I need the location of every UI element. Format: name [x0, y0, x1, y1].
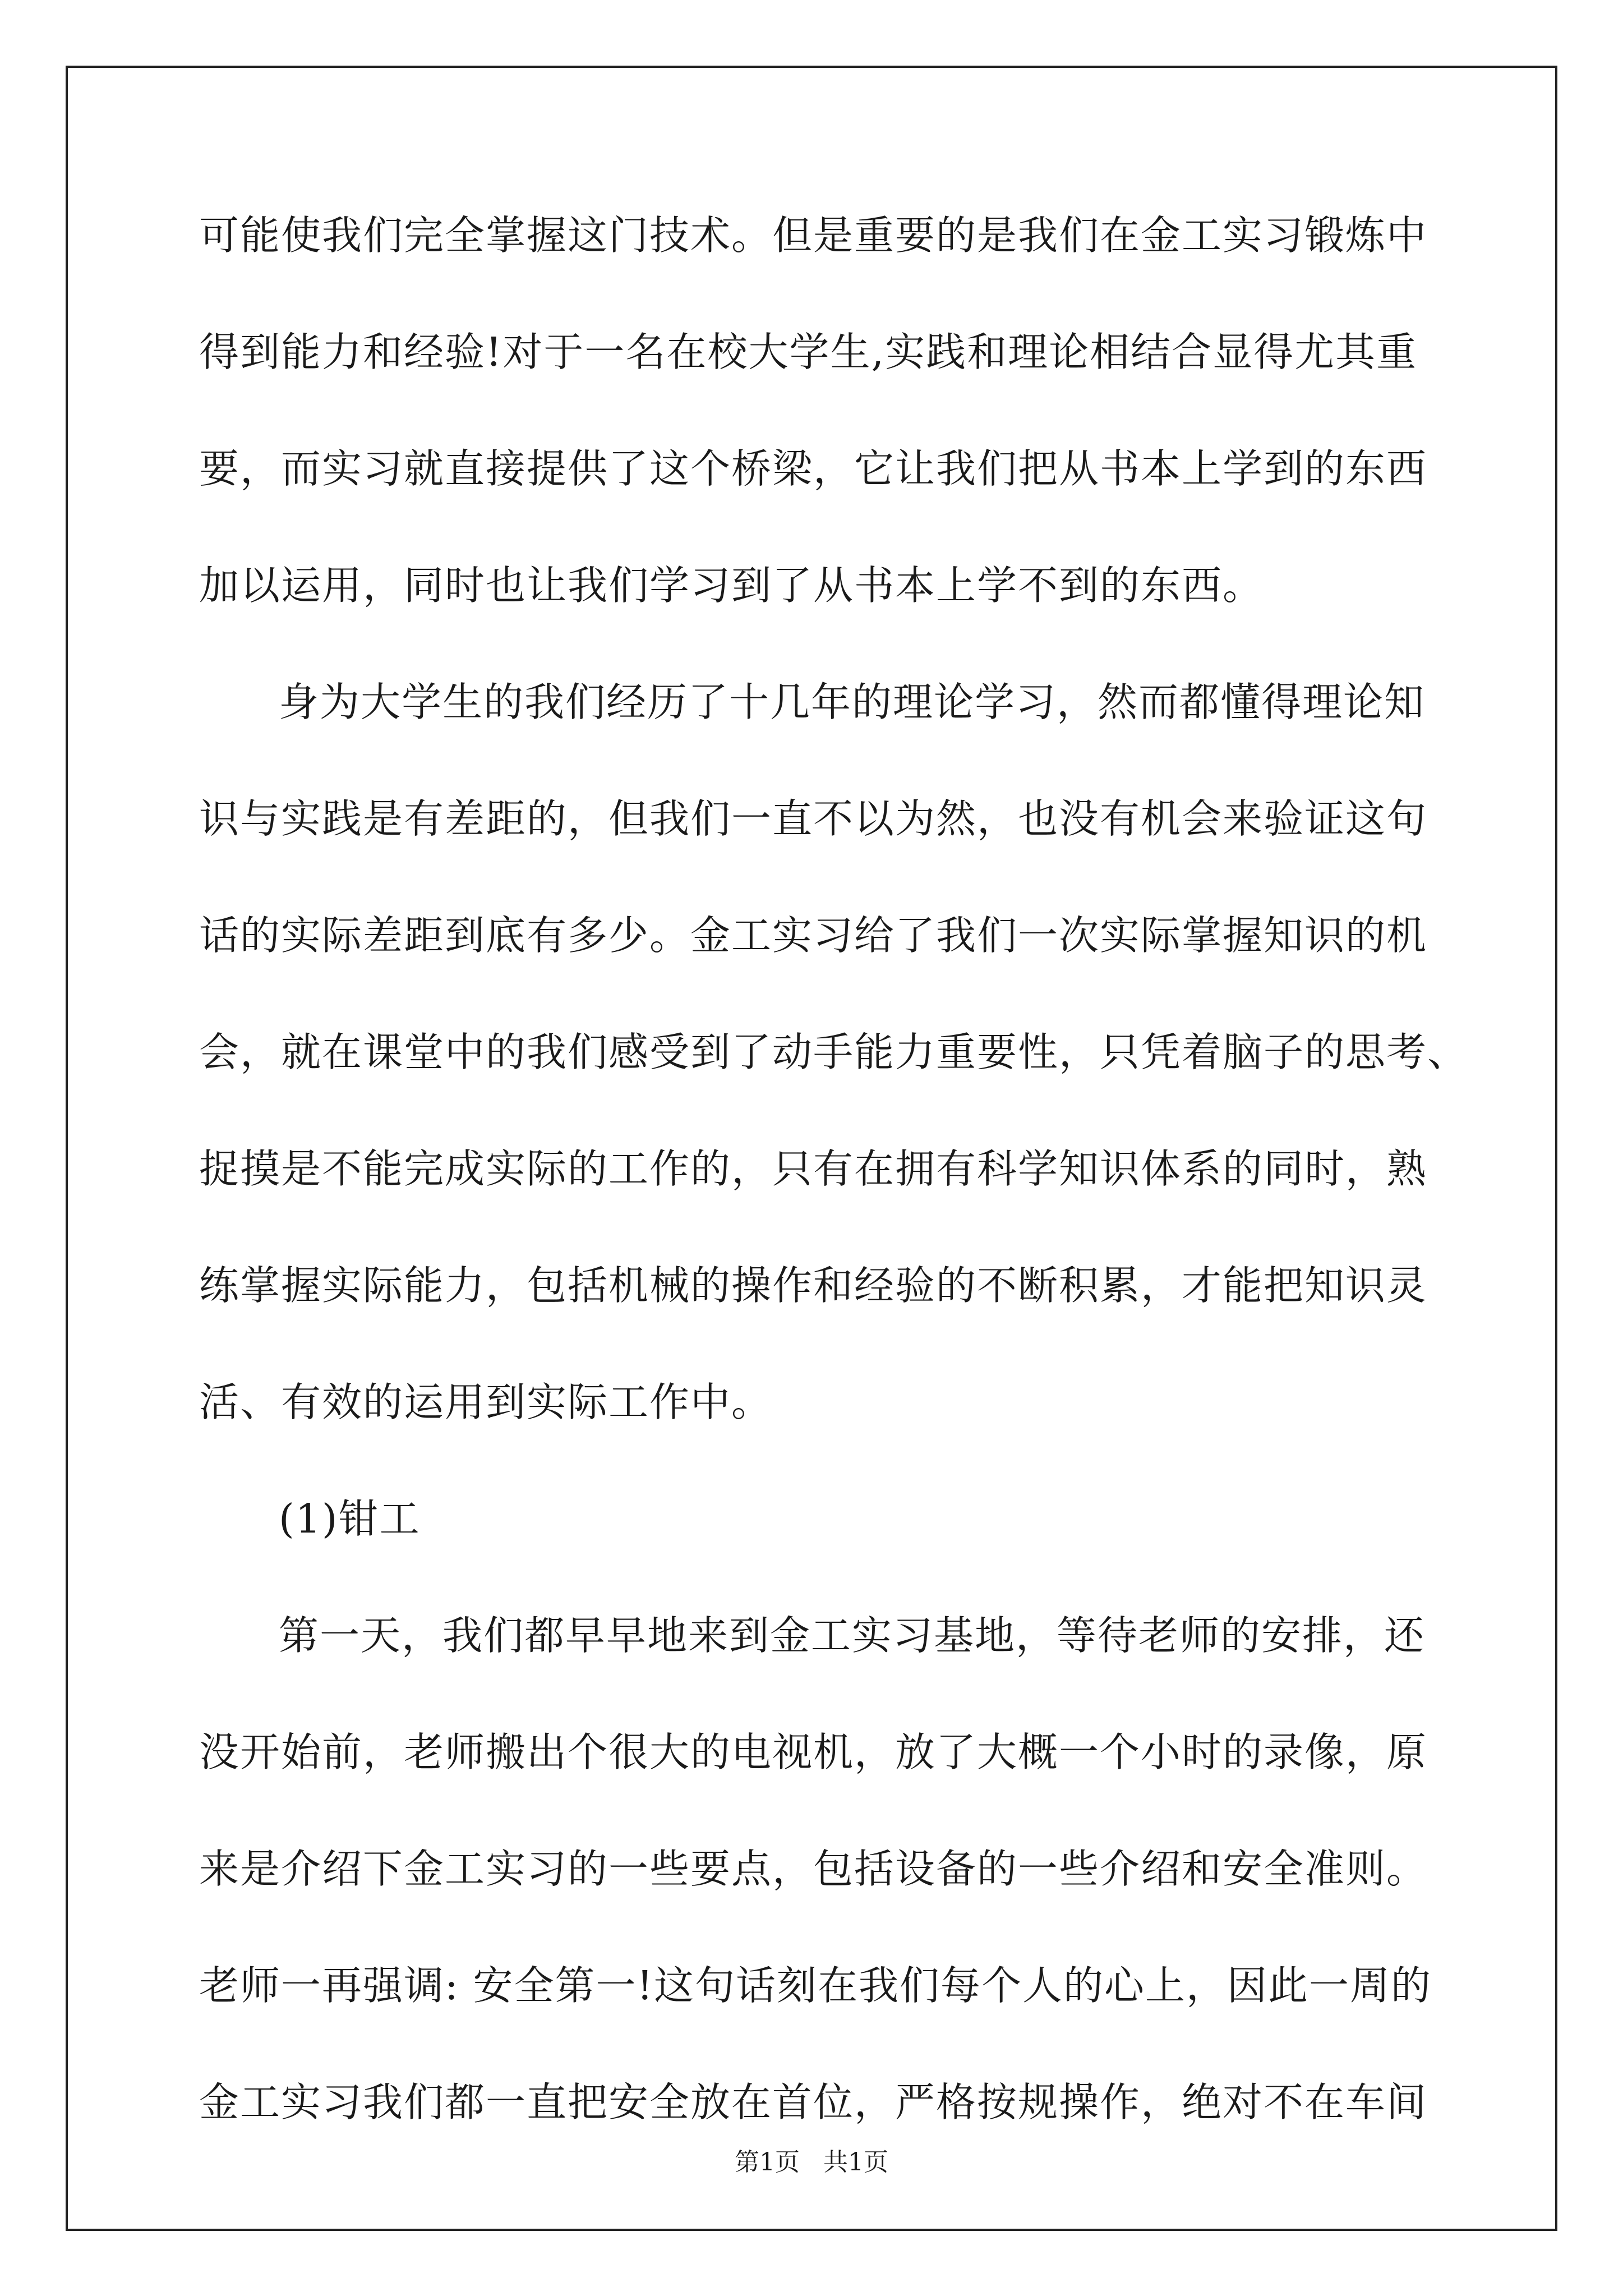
text-line: 老师一再强调: 安全第一!这句话刻在我们每个人的心上，因此一周的 [199, 1962, 1432, 2009]
text-line: 捉摸是不能完成实际的工作的，只有在拥有科学知识体系的同时，熟 [199, 1145, 1428, 1192]
text-line: 要，而实习就直接提供了这个桥梁，它让我们把从书本上学到的东西 [199, 445, 1428, 492]
page-footer: 第1页 共1页 [735, 2148, 888, 2177]
text-line: 金工实习我们都一直把安全放在首位，严格按规操作，绝对不在车间 [199, 2079, 1428, 2125]
text-line: 可能使我们完全掌握这门技术。但是重要的是我们在金工实习锻炼中 [199, 212, 1428, 259]
text-line: 没开始前，老师搬出个很大的电视机，放了大概一个小时的录像，原 [199, 1729, 1428, 1775]
text-line: 第一天，我们都早早地来到金工实习基地，等待老师的安排，还 [279, 1612, 1426, 1659]
text-line: 活、有效的运用到实际工作中。 [199, 1379, 773, 1425]
text-line: 得到能力和经验!对于一名在校大学生,实践和理论相结合显得尤其重 [199, 329, 1418, 375]
text-line: 话的实际差距到底有多少。金工实习给了我们一次实际掌握知识的机 [199, 912, 1428, 959]
section-heading: (1)钳工 [279, 1496, 421, 1542]
text-line: 识与实践是有差距的，但我们一直不以为然，也没有机会来验证这句 [199, 795, 1428, 842]
text-line: 来是介绍下金工实习的一些要点，包括设备的一些介绍和安全准则。 [199, 1846, 1428, 1892]
text-line: 会，就在课堂中的我们感受到了动手能力重要性，只凭着脑子的思考、 [199, 1029, 1469, 1075]
text-line: 身为大学生的我们经历了十几年的理论学习，然而都懂得理论知 [279, 679, 1426, 725]
text-line: 加以运用，同时也让我们学习到了从书本上学不到的东西。 [199, 562, 1264, 609]
text-line: 练掌握实际能力，包括机械的操作和经验的不断积累，才能把知识灵 [199, 1262, 1428, 1309]
